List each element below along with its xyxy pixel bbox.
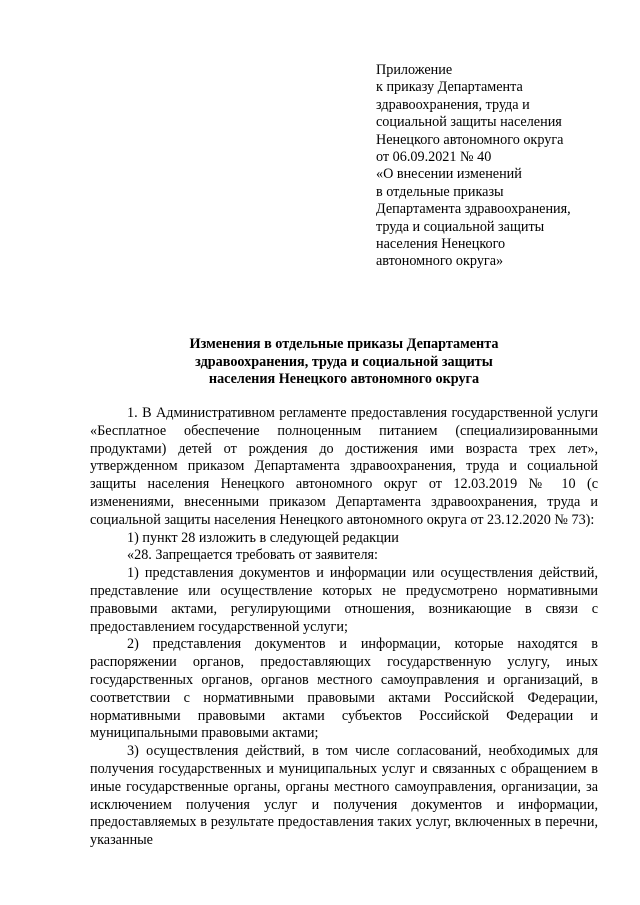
document-title: [90, 336, 598, 389]
appendix-line: в отдельные приказы: [376, 183, 504, 200]
appendix-line: автономного округа»: [376, 253, 504, 270]
appendix-line: труда и социальной защиты: [376, 218, 545, 235]
paragraph-requirement-1: 1) представления документов и информации или осуществления действий, представление или осуществление которых не предусмотрено нормативными правовыми актами, регулирующими отношения, возникающие в связи с предоставлением государственной услуги;: [90, 565, 598, 635]
appendix-line: Приложение: [376, 62, 453, 78]
paragraph-item-1: 1. В Административном регламенте предоставления государственной услуги «Бесплатное обеспечение полноценным питанием (специализированными продуктами) детей от рождения до достижения ими возраста трех лет», утвержденном приказом Департамента здравоохранения, труда и социальной защиты населения Ненецкого автономного округ от 12.03.2019 № 10 (с изменениями, внесенными приказом Департамента здравоохранения, труда и социальной защиты населения Ненецкого автономного округа от 23.12.2020 № 73):: [90, 405, 598, 528]
paragraph-point-28: «28. Запрещается требовать от заявителя:: [127, 547, 378, 564]
appendix-line: Ненецкого автономного округа: [376, 131, 564, 148]
appendix-line: к приказу Департамента: [376, 79, 523, 96]
title-line: здравоохранения, труда и социальной защиты: [195, 353, 493, 370]
paragraph-requirement-3: 3) осуществления действий, в том числе согласований, необходимых для получения государственных и муниципальных услуг и связанных с обращением в иные государственные органы, органы местного самоуправления, организации, за исключением получения услуг и получения документов и информации, предоставляемых в результате предоставления таких услуг, включенных в перечни, указанные: [90, 743, 598, 849]
appendix-line: социальной защиты населения: [376, 114, 562, 131]
appendix-line: здравоохранения, труда и: [376, 96, 530, 113]
paragraph-subitem-1: 1) пункт 28 изложить в следующей редакции: [127, 529, 399, 546]
appendix-line: населения Ненецкого: [376, 236, 506, 253]
title-line: Изменения в отдельные приказы Департамента: [189, 336, 499, 352]
document-body: [90, 405, 598, 850]
title-line: населения Ненецкого автономного округа: [208, 371, 480, 388]
appendix-line: от 06.09.2021 № 40: [376, 149, 492, 166]
appendix-block: [376, 62, 606, 271]
appendix-line: «О внесении изменений: [376, 166, 522, 183]
paragraph-requirement-2: 2) представления документов и информации, которые находятся в распоряжении органов, предоставляющих государственную услугу, иных государственных органов, органов местного самоуправления и организаций, в соответствии с нормативными правовыми актами Российской Федерации, нормативными правовыми актами субъектов Российской Федерации и муниципальными правовыми актами;: [90, 636, 598, 742]
appendix-line: Департамента здравоохранения,: [376, 201, 571, 218]
